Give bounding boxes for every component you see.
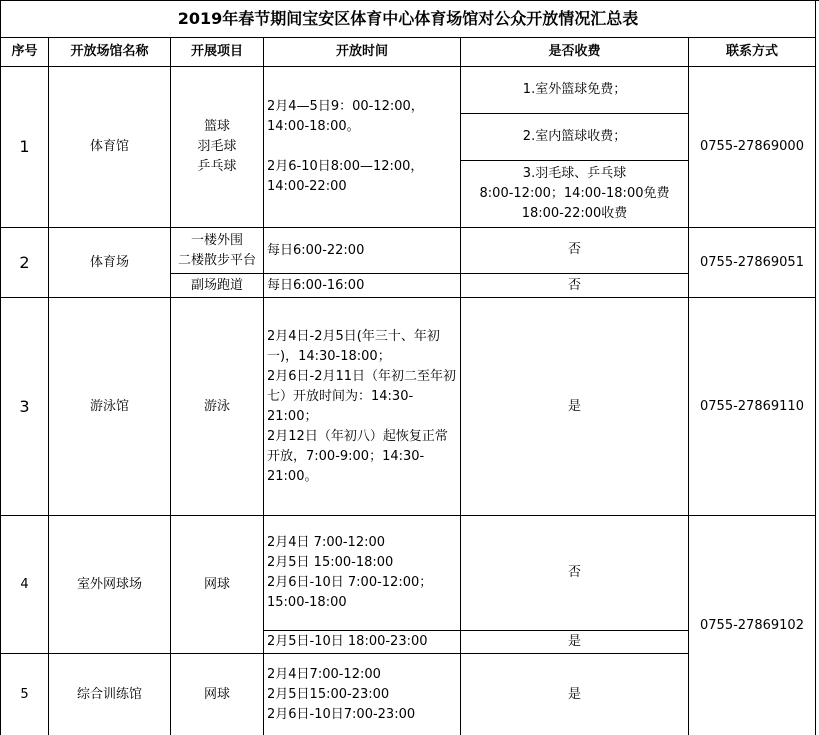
row2-hours-1[interactable]: 每日6:00-22:00 — [264, 228, 461, 274]
row5-fee[interactable]: 是 — [461, 654, 689, 735]
row1-no[interactable]: 1 — [1, 67, 49, 228]
row1-fee-3[interactable]: 3.羽毛球、乒乓球 8:00-12:00；14:00-18:00免费 18:00-22:00收费 — [461, 161, 689, 228]
header-contact[interactable]: 联系方式 — [689, 38, 816, 67]
row3-no[interactable]: 3 — [1, 298, 49, 516]
row3-fee[interactable]: 是 — [461, 298, 689, 516]
row5-hours[interactable]: 2月4日7:00-12:00 2月5日15:00-23:00 2月6日-10日7:00-23:00 — [264, 654, 461, 735]
row1-hours[interactable]: 2月4—5日9：00-12:00， 14:00-18:00。 2月6-10日8:00—12:00， 14:00-22:00 — [264, 67, 461, 228]
row4-items[interactable]: 网球 — [171, 516, 264, 654]
header-items[interactable]: 开展项目 — [171, 38, 264, 67]
row5-no[interactable]: 5 — [1, 654, 49, 735]
row2-items-2[interactable]: 副场跑道 — [171, 274, 264, 298]
row2-venue[interactable]: 体育场 — [49, 228, 171, 298]
row4-no[interactable]: 4 — [1, 516, 49, 654]
row1-venue[interactable]: 体育馆 — [49, 67, 171, 228]
row2-phone[interactable]: 0755-27869051 — [689, 228, 816, 298]
row1-fee-1[interactable]: 1.室外篮球免费； — [461, 67, 689, 114]
sheet-title[interactable]: 2019年春节期间宝安区体育中心体育场馆对公众开放情况汇总表 — [1, 1, 816, 38]
row1-fee-2[interactable]: 2.室内篮球收费； — [461, 114, 689, 161]
row3-phone[interactable]: 0755-27869110 — [689, 298, 816, 516]
row2-items-1[interactable]: 一楼外围 二楼散步平台 — [171, 228, 264, 274]
row1-phone[interactable]: 0755-27869000 — [689, 67, 816, 228]
header-venue[interactable]: 开放场馆名称 — [49, 38, 171, 67]
header-hours[interactable]: 开放时间 — [264, 38, 461, 67]
row4-5-phone[interactable]: 0755-27869102 — [689, 516, 816, 735]
row5-venue[interactable]: 综合训练馆 — [49, 654, 171, 735]
header-fee[interactable]: 是否收费 — [461, 38, 689, 67]
row2-hours-2[interactable]: 每日6:00-16:00 — [264, 274, 461, 298]
row2-fee-1[interactable]: 否 — [461, 228, 689, 274]
header-no[interactable]: 序号 — [1, 38, 49, 67]
row4-hours-2[interactable]: 2月5日-10日 18:00-23:00 — [264, 631, 461, 654]
row5-items[interactable]: 网球 — [171, 654, 264, 735]
row4-fee-1[interactable]: 否 — [461, 516, 689, 631]
row4-hours-1[interactable]: 2月4日 7:00-12:00 2月5日 15:00-18:00 2月6日-10日 7:00-12:00； 15:00-18:00 — [264, 516, 461, 631]
row4-venue[interactable]: 室外网球场 — [49, 516, 171, 654]
row3-items[interactable]: 游泳 — [171, 298, 264, 516]
row1-items[interactable]: 篮球 羽毛球 乒乓球 — [171, 67, 264, 228]
row3-hours[interactable]: 2月4日-2月5日(年三十、年初一)，14:30-18:00； 2月6日-2月11日（年初二至年初七）开放时间为：14:30-21:00； 2月12日（年初八）起恢复正常开放，7:00-9:00；14:30-21:00。 — [264, 298, 461, 516]
row4-fee-2[interactable]: 是 — [461, 631, 689, 654]
row3-venue[interactable]: 游泳馆 — [49, 298, 171, 516]
row2-fee-2[interactable]: 否 — [461, 274, 689, 298]
row2-no[interactable]: 2 — [1, 228, 49, 298]
